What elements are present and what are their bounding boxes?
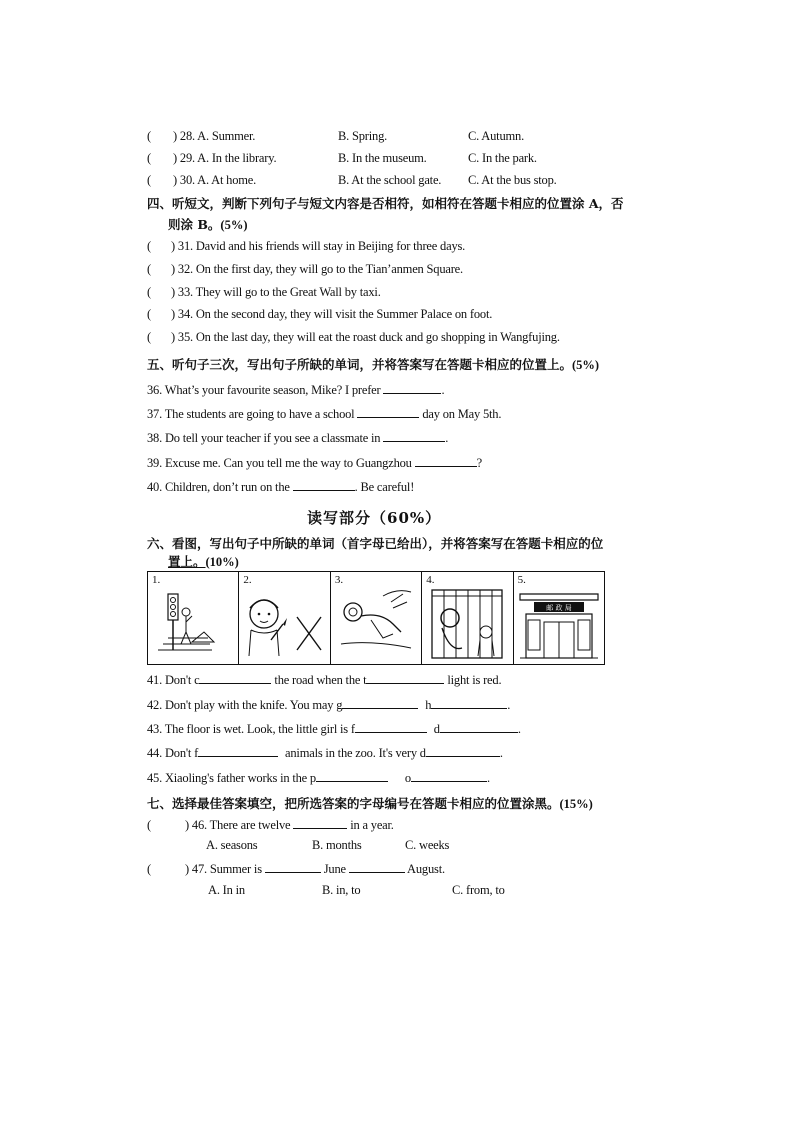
- answer-blank[interactable]: [383, 382, 441, 394]
- question-text: 40. Children, don’t run on the: [147, 480, 290, 494]
- answer-paren: (: [147, 330, 151, 344]
- question-42: [147, 697, 510, 713]
- section6-pct: (10%): [205, 555, 239, 569]
- option-b: B. In the museum.: [338, 151, 427, 165]
- answer-blank[interactable]: [383, 430, 445, 442]
- question-text: 43. The floor is wet. Look, the little girl is f: [147, 722, 355, 736]
- option-c: C. At the bus stop.: [468, 173, 557, 187]
- picture-2: [239, 572, 330, 664]
- question-46: [147, 817, 394, 833]
- answer-paren: (: [147, 818, 151, 832]
- question-text: 45. Xiaoling's father works in the p: [147, 771, 316, 785]
- option-c: C. In the park.: [468, 151, 537, 165]
- option-a: ) 29. A. In the library.: [173, 151, 277, 165]
- question-text: ) 35. On the last day, they will eat the roast duck and go shopping in Wangfujing.: [171, 330, 560, 344]
- section5-pct: (5%): [572, 358, 600, 372]
- answer-blank[interactable]: [426, 745, 500, 757]
- answer-paren: (: [147, 239, 151, 253]
- answer-paren: (: [147, 151, 151, 165]
- girl-falling-icon: [331, 572, 421, 662]
- option-a: A. seasons: [206, 838, 258, 852]
- post-office-building-icon: [514, 572, 604, 662]
- section6-title: [147, 534, 603, 552]
- question-tail: .: [441, 383, 445, 397]
- answer-blank[interactable]: [357, 406, 419, 418]
- question-34: [147, 307, 492, 322]
- question-text: o: [404, 771, 411, 785]
- question-40: [147, 479, 414, 495]
- question-32: [147, 262, 463, 277]
- section7-pct: (15%): [559, 797, 593, 811]
- question-tail: in a year.: [350, 818, 394, 832]
- option-b: B. At the school gate.: [338, 173, 442, 187]
- question-text: ) 31. David and his friends will stay in Beijing for three days.: [171, 239, 466, 253]
- question-43: [147, 721, 521, 737]
- section6-title-cont: [168, 552, 239, 570]
- option-c: C. Autumn.: [468, 129, 524, 143]
- question-text: 41. Don't c: [147, 673, 200, 687]
- option-c: C. from, to: [452, 883, 505, 897]
- question-tail: .: [517, 722, 521, 736]
- answer-blank[interactable]: [265, 861, 321, 873]
- picture-number: 4.: [426, 574, 435, 586]
- option-b: B. in, to: [322, 883, 361, 897]
- question-45: [147, 770, 490, 786]
- option-b: B. months: [312, 838, 362, 852]
- section7-title: [147, 794, 593, 812]
- picture-table: [147, 571, 605, 665]
- boy-knife-icon: [239, 572, 329, 662]
- question-tail: light is red.: [447, 673, 502, 687]
- picture-1: [148, 572, 239, 664]
- answer-blank[interactable]: [349, 861, 405, 873]
- question-text: animals in the zoo. It's very d: [285, 746, 426, 760]
- question-tail: ?: [476, 456, 483, 470]
- question-text: the road when the t: [274, 673, 367, 687]
- answer-paren: (: [147, 862, 151, 876]
- answer-blank[interactable]: [366, 672, 444, 684]
- section6-title-line2: 置上。: [168, 554, 206, 569]
- option-c: C. weeks: [405, 838, 450, 852]
- section5-title-text: 五、听句子三次，写出句子所缺的单词，并将答案写在答题卡相应的位置上。: [147, 357, 573, 372]
- answer-paren: (: [147, 173, 151, 187]
- section4-title-cont: [168, 215, 248, 233]
- question-41: [147, 672, 501, 688]
- answer-blank[interactable]: [198, 745, 278, 757]
- section5-title: [147, 355, 599, 373]
- question-text: ) 33. They will go to the Great Wall by taxi.: [171, 285, 381, 299]
- question-text: ) 47. Summer is: [185, 862, 262, 876]
- answer-blank[interactable]: [293, 479, 355, 491]
- option-a: ) 28. A. Summer.: [173, 129, 256, 143]
- question-tail: .: [507, 698, 511, 712]
- question-tail: day on May 5th.: [422, 407, 502, 421]
- answer-blank[interactable]: [431, 697, 507, 709]
- question-29: [147, 151, 537, 166]
- question-37: [147, 406, 501, 422]
- answer-blank[interactable]: [440, 721, 518, 733]
- zoo-cage-icon: [422, 572, 512, 662]
- question-tail: .: [445, 431, 449, 445]
- question-text: June: [323, 862, 346, 876]
- question-tail: .: [499, 746, 503, 760]
- question-text: h: [425, 698, 432, 712]
- question-text: 36. What’s your favourite season, Mike? I prefer: [147, 383, 381, 397]
- question-36: [147, 382, 444, 398]
- answer-blank[interactable]: [199, 672, 271, 684]
- question-text: d: [433, 722, 440, 736]
- section4-title: [147, 194, 624, 212]
- question-text: ) 32. On the first day, they will go to the Tian’anmen Square.: [171, 262, 463, 276]
- question-text: 38. Do tell your teacher if you see a classmate in: [147, 431, 381, 445]
- picture-4: [422, 572, 513, 664]
- picture-number: 5.: [517, 574, 526, 586]
- answer-blank[interactable]: [411, 770, 487, 782]
- part-title: 读写部分（60%）: [307, 509, 442, 527]
- answer-paren: (: [147, 262, 151, 276]
- answer-blank[interactable]: [316, 770, 388, 782]
- answer-blank[interactable]: [293, 817, 347, 829]
- answer-blank[interactable]: [415, 455, 477, 467]
- answer-paren: (: [147, 285, 151, 299]
- question-text: 39. Excuse me. Can you tell me the way to Guangzhou: [147, 456, 412, 470]
- picture-number: 2.: [243, 574, 252, 586]
- option-a: A. In in: [208, 883, 245, 897]
- answer-paren: (: [147, 129, 151, 143]
- picture-3: [331, 572, 422, 664]
- question-tail: August.: [407, 862, 445, 876]
- option-b: B. Spring.: [338, 129, 388, 143]
- question-30: [147, 173, 557, 188]
- question-31: [147, 239, 465, 254]
- section4-title-line1: 四、听短文，判断下列句子与短文内容是否相符，如相符在答题卡相应的位置涂 A，否: [147, 196, 624, 211]
- question-35: [147, 330, 560, 345]
- answer-blank[interactable]: [342, 697, 418, 709]
- question-text: ) 46. There are twelve: [185, 818, 291, 832]
- question-44: [147, 745, 503, 761]
- question-47: [147, 861, 445, 877]
- picture-5: [514, 572, 604, 664]
- question-tail: . Be careful!: [354, 480, 415, 494]
- question-text: 37. The students are going to have a school: [147, 407, 355, 421]
- question-text: 42. Don't play with the knife. You may g: [147, 698, 343, 712]
- question-38: [147, 430, 448, 446]
- question-39: [147, 455, 482, 471]
- section4-pct: (5%): [220, 218, 248, 232]
- section6-title-line1: 六、看图，写出句子中所缺的单词（首字母已给出），并将答案写在答题卡相应的位: [147, 536, 604, 551]
- picture-number: 1.: [152, 574, 161, 586]
- option-a: ) 30. A. At home.: [173, 173, 257, 187]
- question-text: ) 34. On the second day, they will visit the Summer Palace on foot.: [171, 307, 493, 321]
- post-office-sign: 邮 政 局: [545, 604, 572, 612]
- question-33: [147, 285, 381, 300]
- traffic-light-crossing-icon: [148, 572, 238, 662]
- answer-blank[interactable]: [355, 721, 427, 733]
- picture-number: 3.: [334, 574, 344, 586]
- question-28: [147, 129, 524, 144]
- answer-paren: (: [147, 307, 151, 321]
- question-tail: .: [486, 771, 490, 785]
- question-text: 44. Don't f: [147, 746, 199, 760]
- section7-title-text: 七、选择最佳答案填空，把所选答案的字母编号在答题卡相应的位置涂黑。: [147, 796, 560, 811]
- section4-title-line2: 则涂 B。: [168, 217, 221, 232]
